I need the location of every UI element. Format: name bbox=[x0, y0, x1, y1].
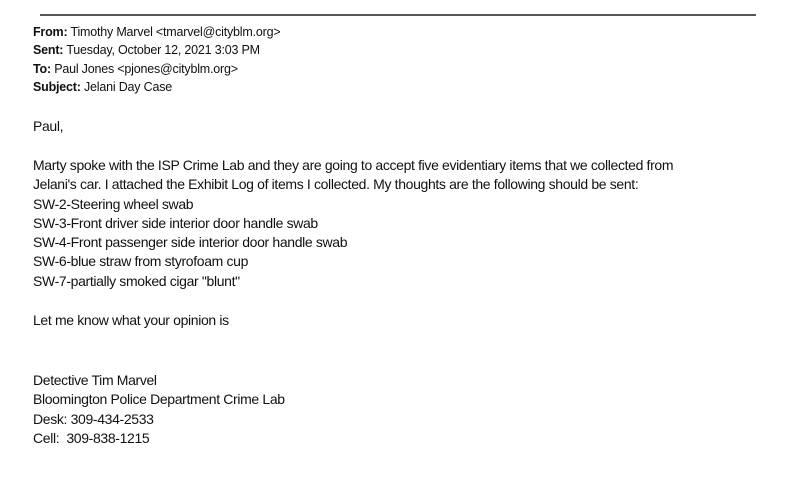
evidence-item: SW-3-Front driver side interior door handle swab bbox=[33, 214, 318, 231]
message-body bbox=[33, 156, 673, 291]
sent-label: Sent: bbox=[33, 43, 64, 58]
from-value: Timothy Marvel <tmarvel@cityblm.org> bbox=[70, 25, 281, 39]
greeting: Paul, bbox=[33, 118, 64, 134]
subject-label: Subject: bbox=[33, 79, 81, 94]
subject-value: Jelani Day Case bbox=[84, 79, 173, 94]
from-line bbox=[33, 23, 280, 41]
evidence-item: SW-7-partially smoked cigar "blunt" bbox=[33, 272, 240, 289]
email-header bbox=[33, 23, 280, 96]
signature bbox=[33, 371, 285, 448]
header-divider bbox=[40, 14, 756, 16]
signature-cell-phone: Cell: 309-838-1215 bbox=[33, 429, 150, 446]
paragraph-line: Jelani's car. I attached the Exhibit Log of items I collected. My thoughts are the following should be sent: bbox=[33, 176, 639, 193]
to-label: To: bbox=[33, 61, 51, 76]
closing-line: Let me know what your opinion is bbox=[33, 312, 229, 328]
evidence-item: SW-6-blue straw from styrofoam cup bbox=[33, 253, 249, 270]
evidence-item: SW-2-Steering wheel swab bbox=[33, 195, 194, 212]
subject-line bbox=[33, 78, 280, 96]
signature-org: Bloomington Police Department Crime Lab bbox=[33, 391, 285, 408]
sent-value: Tuesday, October 12, 2021 3:03 PM bbox=[66, 43, 260, 58]
signature-desk-phone: Desk: 309-434-2533 bbox=[33, 410, 154, 427]
sent-line bbox=[33, 41, 280, 59]
to-line bbox=[33, 60, 280, 78]
to-value: Paul Jones <pjones@cityblm.org> bbox=[54, 61, 238, 76]
signature-name: Detective Tim Marvel bbox=[33, 372, 157, 388]
from-label: From: bbox=[33, 25, 68, 39]
evidence-item: SW-4-Front passenger side interior door handle swab bbox=[33, 234, 348, 251]
paragraph-line: Marty spoke with the ISP Crime Lab and they are going to accept five evidentiary items that we collected from bbox=[33, 157, 674, 173]
